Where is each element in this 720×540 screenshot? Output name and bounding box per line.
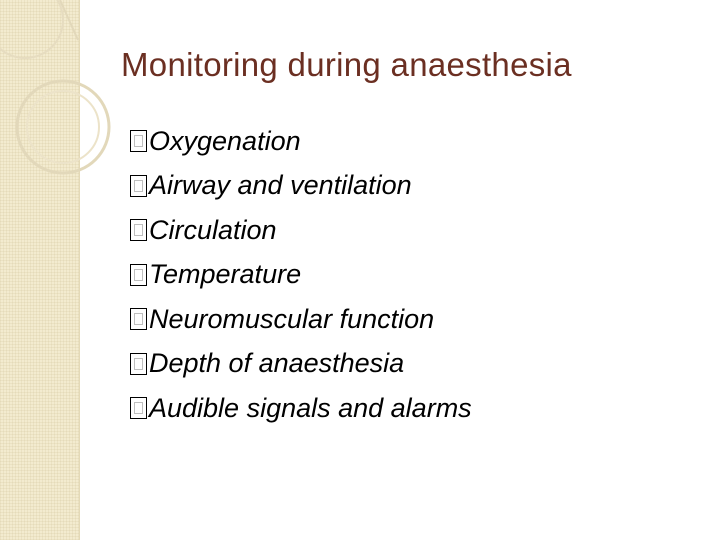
missing-glyph-icon [130,130,147,152]
missing-glyph-icon [130,308,147,330]
decorative-circle-inner [27,91,99,163]
decorative-circle-top [0,0,63,58]
bullet-text: Audible signals and alarms [149,392,472,423]
bullet-text: Circulation [149,214,277,245]
bullet-item [130,342,472,387]
bullet-item [130,208,472,253]
bullet-item [130,164,472,209]
bullet-list [130,119,472,431]
slide-title: Monitoring during anaesthesia [121,46,572,83]
bullet-item [130,253,472,298]
missing-glyph-icon [130,175,147,197]
bullet-text: Depth of anaesthesia [149,348,405,379]
missing-glyph-icon [130,353,147,375]
bullet-text: Neuromuscular function [149,303,435,334]
bullet-item [130,297,472,342]
bullet-item [130,119,472,164]
bullet-text: Airway and ventilation [149,170,412,201]
bullet-item [130,386,472,431]
decorative-circle-outer [17,81,109,173]
missing-glyph-icon [130,219,147,241]
missing-glyph-icon [130,264,147,286]
bullet-text: Temperature [149,259,302,290]
missing-glyph-icon [130,397,147,419]
bullet-text: Oxygenation [149,125,301,156]
